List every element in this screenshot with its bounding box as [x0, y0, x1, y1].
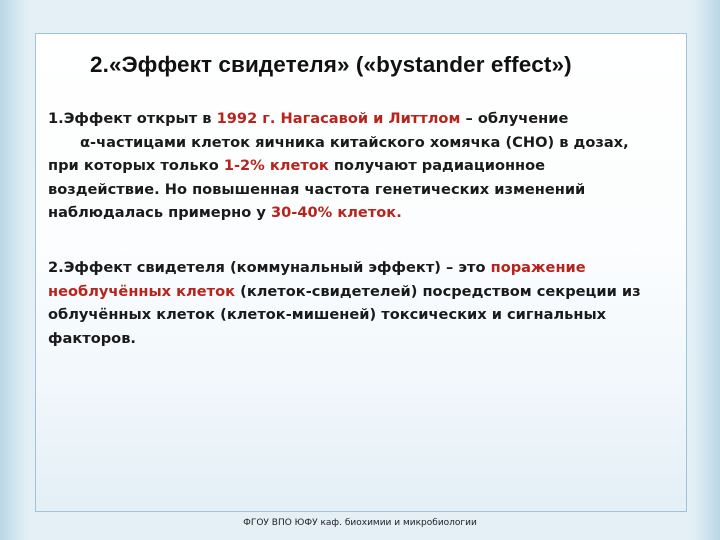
text-run: получают радиационное [328, 157, 546, 174]
paragraph-line [48, 154, 688, 178]
highlight-percent-affected: 30-40% клеток. [270, 204, 402, 221]
slide-title: 2.«Эффект свидетеля» («bystander effect») [90, 52, 572, 77]
paragraph-line [48, 201, 688, 225]
paragraph-line [48, 256, 688, 280]
highlight-nonirradiated-cells: необлучённых клеток [48, 282, 236, 300]
text-run: 1.Эффект открыт в [48, 110, 217, 127]
text-run: при которых только [48, 157, 224, 174]
paragraph-line: α-частицами клеток яичника китайского хомячка (CHO) в дозах, [80, 133, 629, 151]
paragraph-line: факторов. [48, 329, 136, 347]
paragraph-definition [48, 256, 688, 350]
highlight-damage: поражение [490, 259, 586, 276]
text-run: (клеток-свидетелей) посредством секреции из [235, 282, 641, 300]
footer-text: ФГОУ ВПО ЮФУ каф. биохимии и микробиологии [243, 518, 477, 528]
text-run: наблюдалась примерно у [48, 204, 271, 221]
highlight-authors: 1992 г. Нагасавой и Литтлом [216, 110, 461, 127]
paragraph-line [48, 280, 688, 304]
text-run: – облучение [460, 110, 569, 127]
paragraph-line [48, 107, 688, 131]
paragraph-line: облучённых клеток (клеток-мишеней) токсических и сигнальных [48, 306, 607, 323]
highlight-percent-irradiated: 1-2% клеток [223, 157, 329, 174]
text-run: 2.Эффект свидетеля (коммунальный эффект) – это [48, 259, 491, 276]
paragraph-line: воздействие. Но повышенная частота генетических изменений [48, 180, 586, 198]
paragraph-discovery [48, 107, 688, 225]
